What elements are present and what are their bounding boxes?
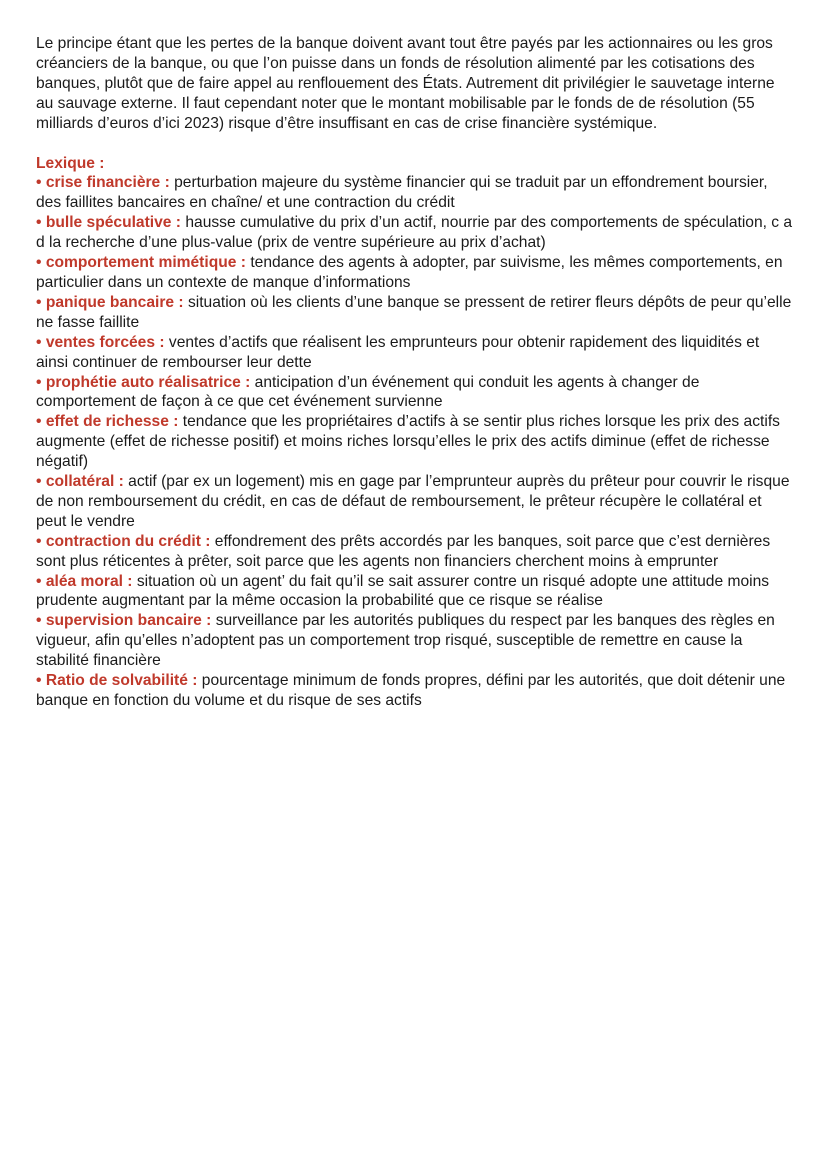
lexique-entry-ratio-de-solvabilite bbox=[36, 671, 794, 711]
term: ventes forcées : bbox=[45, 333, 165, 351]
lexique-entry-bulle-speculative bbox=[36, 213, 794, 253]
lexique-entry-supervision-bancaire bbox=[36, 611, 794, 671]
bullet: • bbox=[36, 572, 42, 590]
definition: surveillance par les autorités publiques du respect par les banques des règles en vigueur, afin qu’elles n’adoptent pas un comportement trop risqué, susceptible de remettre en cause la stabilité financière bbox=[36, 612, 775, 670]
bullet: • bbox=[36, 413, 42, 431]
term: effet de richesse : bbox=[45, 413, 179, 431]
intro-paragraph: Le principe étant que les pertes de la banque doivent avant tout être payés par les actionnaires ou les gros créanciers de la banque, ou que l’on puisse dans un fonds de résolution alimenté par les cotisations des banques, plutôt que de faire appel au renflouement des États. Autrement dit privilégier le sauvetage interne au sauvage externe. Il faut cependant noter que le montant mobilisable par le fonds de de résolution (55 milliards d’euros d’ici 2023) risque d’être insuffisant en cas de crise financière systémique. bbox=[36, 35, 775, 132]
bullet: • bbox=[36, 532, 42, 550]
definition: situation où un agent’ du fait qu’il se sait assurer contre un risqué adopte une attitude moins prudente augmentant par la même occasion la probabilité que ce risque se réalise bbox=[36, 572, 770, 610]
term: collatéral : bbox=[45, 473, 124, 491]
lexique-entry-ventes-forcees bbox=[36, 333, 794, 373]
term: aléa moral : bbox=[45, 572, 133, 590]
term: bulle spéculative : bbox=[45, 214, 182, 232]
bullet: • bbox=[36, 473, 42, 491]
lexique-heading: Lexique : bbox=[36, 154, 105, 172]
definition: situation où les clients d’une banque se pressent de retirer fleurs dépôts de peur qu’elle ne fasse faillite bbox=[36, 293, 792, 331]
bullet: • bbox=[36, 254, 42, 272]
document-page bbox=[36, 34, 794, 711]
definition: ventes d’actifs que réalisent les emprunteurs pour obtenir rapidement des liquidités et ainsi continuer de rembourser leur dette bbox=[36, 333, 760, 371]
lexique-entry-contraction-du-credit bbox=[36, 532, 794, 572]
lexique-entry-collateral bbox=[36, 472, 794, 532]
bullet: • bbox=[36, 214, 42, 232]
bullet: • bbox=[36, 293, 42, 311]
lexique-entry-alea-moral bbox=[36, 572, 794, 612]
lexique-list bbox=[36, 173, 794, 710]
term: Ratio de solvabilité : bbox=[45, 672, 198, 690]
lexique-entry-comportement-mimetique bbox=[36, 253, 794, 293]
bullet: • bbox=[36, 333, 42, 351]
definition: effondrement des prêts accordés par les banques, soit parce que c’est dernières sont plus réticentes à prêter, soit parce que les agents non financiers cherchent moins à emprunter bbox=[36, 532, 771, 570]
definition: pourcentage minimum de fonds propres, défini par les autorités, que doit détenir une banque en fonction du volume et du risque de ses actifs bbox=[36, 672, 786, 709]
term: crise financière : bbox=[45, 174, 170, 192]
definition: hausse cumulative du prix d’un actif, nourrie par des comportements de spéculation, c a d la recherche d’une plus-value (prix de ventre supérieure au prix d’achat) bbox=[36, 214, 793, 252]
lexique-entry-effet-de-richesse bbox=[36, 412, 794, 472]
bullet: • bbox=[36, 672, 42, 690]
term: panique bancaire : bbox=[45, 293, 184, 311]
bullet: • bbox=[36, 373, 42, 391]
term: comportement mimétique : bbox=[45, 254, 246, 272]
definition: tendance des agents à adopter, par suivisme, les mêmes comportements, en particulier dans un contexte de manque d’informations bbox=[36, 254, 783, 291]
definition: actif (par ex un logement) mis en gage par l’emprunteur auprès du prêteur pour couvrir le risque de non remboursement du crédit, en cas de défaut de remboursement, le prêteur récupère le collatéral et peut le vendre bbox=[36, 473, 790, 530]
definition: anticipation d’un événement qui conduit les agents à changer de comportement de façon à ce que cet événement survienne bbox=[36, 373, 700, 411]
definition: perturbation majeure du système financier qui se traduit par un effondrement boursier, des faillites bancaires en chaîne/ et une contraction du crédit bbox=[36, 174, 768, 212]
bullet: • bbox=[36, 612, 42, 630]
bullet: • bbox=[36, 174, 42, 192]
lexique-entry-prophetie-auto-realisatrice bbox=[36, 373, 794, 413]
term: contraction du crédit : bbox=[45, 532, 211, 550]
lexique-entry-crise-financiere bbox=[36, 173, 794, 213]
lexique-entry-panique-bancaire bbox=[36, 293, 794, 333]
term: prophétie auto réalisatrice : bbox=[45, 373, 251, 391]
term: supervision bancaire : bbox=[45, 612, 212, 630]
definition: tendance que les propriétaires d’actifs à se sentir plus riches lorsque les prix des actifs augmente (effet de richesse positif) et moins riches lorsqu’elles le prix des actifs diminue (effet de richesse négatif) bbox=[36, 413, 780, 471]
